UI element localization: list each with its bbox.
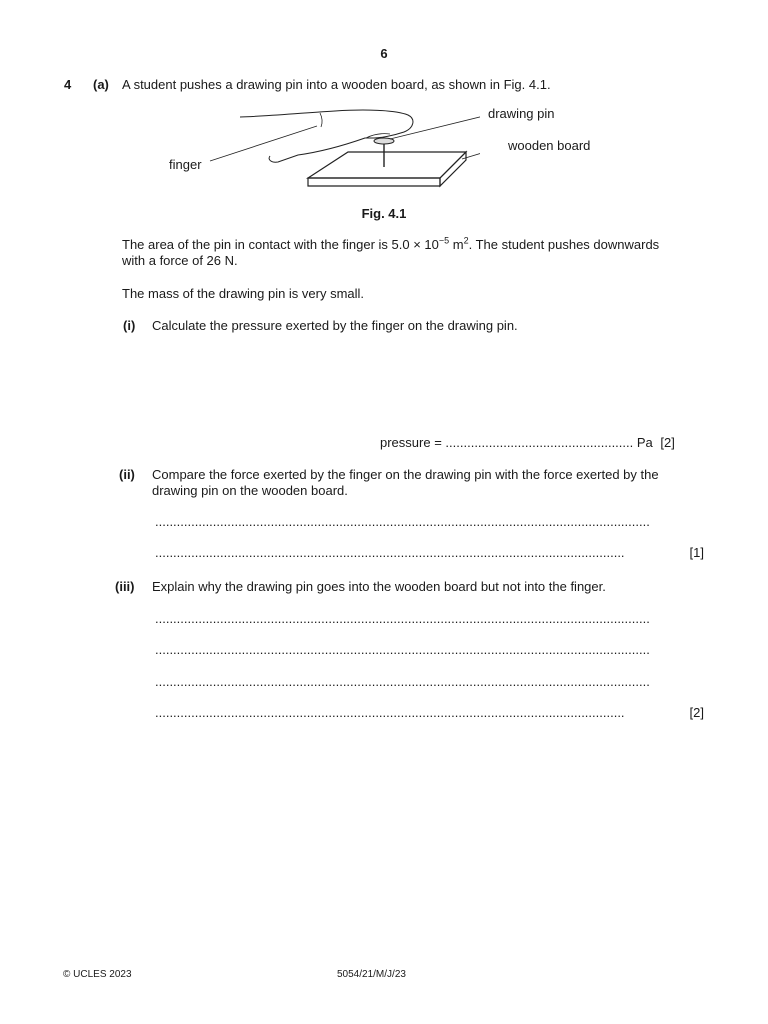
footer-copyright: © UCLES 2023 bbox=[63, 969, 132, 980]
figure-caption: Fig. 4.1 bbox=[361, 206, 407, 221]
answer-line-ii-1[interactable]: ......................................................................................................................................... bbox=[155, 514, 650, 529]
context-text-c: . The student pushes downwards bbox=[468, 237, 660, 252]
finger-icon bbox=[240, 110, 413, 162]
question-intro: A student pushes a drawing pin into a wooden board, as shown in Fig. 4.1. bbox=[122, 77, 551, 92]
pressure-unit: Pa bbox=[636, 435, 653, 450]
context-paragraph bbox=[122, 237, 710, 269]
exponent-unit: 2 bbox=[463, 235, 469, 246]
page-number: 6 bbox=[380, 46, 388, 61]
footer-code: 5054/21/M/J/23 bbox=[337, 969, 406, 980]
leader-finger bbox=[210, 126, 317, 161]
figure-drawing-pin bbox=[160, 100, 480, 195]
answer-line-iii-2[interactable]: ......................................................................................................................................... bbox=[155, 642, 650, 657]
leader-drawing-pin bbox=[390, 115, 480, 139]
marks-ii: [1] bbox=[689, 545, 704, 560]
pressure-label: pressure = bbox=[380, 435, 442, 450]
marks-i: [2] bbox=[660, 435, 675, 450]
sub-question-i-label: (i) bbox=[123, 318, 136, 333]
question-number: 4 bbox=[64, 77, 72, 92]
pressure-answer-line[interactable]: .................................................... bbox=[445, 435, 634, 450]
answer-line-iii-1[interactable]: ......................................................................................................................................... bbox=[155, 611, 650, 626]
answer-line-iii-3[interactable]: ......................................................................................................................................... bbox=[155, 674, 650, 689]
wooden-board bbox=[308, 152, 466, 178]
sub-question-iii-label: (iii) bbox=[115, 579, 135, 594]
label-finger: finger bbox=[169, 157, 202, 172]
sub-question-iii-text: Explain why the drawing pin goes into the wooden board but not into the finger. bbox=[152, 579, 606, 594]
marks-iii: [2] bbox=[689, 705, 704, 720]
answer-line-iii-4[interactable]: .................................................................................................................................. bbox=[155, 705, 625, 720]
label-drawing-pin: drawing pin bbox=[488, 106, 555, 121]
pressure-answer-row bbox=[380, 435, 704, 450]
sub-question-ii-label: (ii) bbox=[119, 467, 135, 482]
context-force: with a force of 26 N. bbox=[122, 253, 238, 268]
sub-question-ii-line2: drawing pin on the wooden board. bbox=[152, 483, 348, 498]
label-wooden-board: wooden board bbox=[508, 138, 591, 153]
sub-question-i-text: Calculate the pressure exerted by the finger on the drawing pin. bbox=[152, 318, 518, 333]
answer-line-ii-2[interactable]: .................................................................................................................................. bbox=[155, 545, 625, 560]
sub-question-ii-text bbox=[152, 467, 712, 499]
context-unit: m bbox=[449, 237, 464, 252]
context-text-a: The area of the pin in contact with the finger is 5.0 × 10 bbox=[122, 237, 439, 252]
sub-question-ii-line1: Compare the force exerted by the finger on the drawing pin with the force exerted by the bbox=[152, 467, 659, 482]
mass-note: The mass of the drawing pin is very small. bbox=[122, 286, 365, 301]
exponent-area: −5 bbox=[438, 235, 450, 246]
question-part: (a) bbox=[93, 77, 109, 92]
